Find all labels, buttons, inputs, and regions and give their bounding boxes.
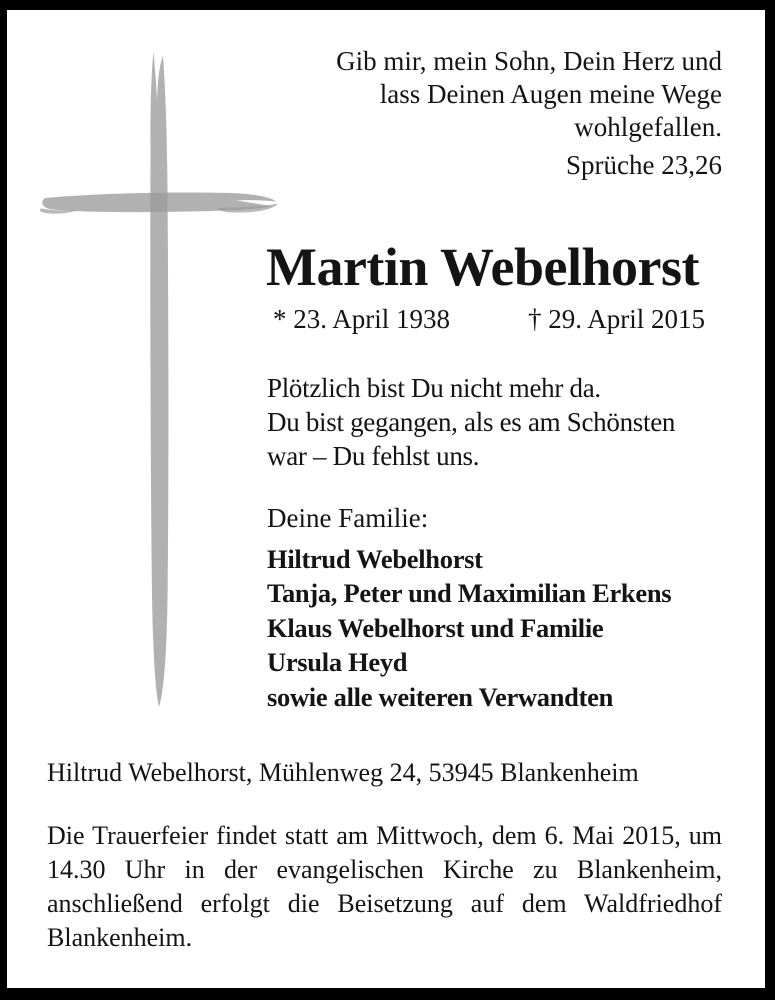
birth-date: * 23. April 1938 bbox=[273, 304, 451, 334]
funeral-announcement-line: Die Trauerfeier findet statt am Mittwoch, dem 6. Mai 2015, um bbox=[47, 821, 722, 850]
family-intro: Deine Familie: bbox=[267, 503, 429, 533]
notice-paper bbox=[7, 10, 765, 988]
deceased-name: Martin Webelhorst bbox=[266, 237, 699, 297]
scripture-source: Sprüche 23,26 bbox=[566, 150, 722, 180]
family-member: Ursula Heyd bbox=[267, 647, 408, 678]
death-date: † 29. April 2015 bbox=[527, 304, 705, 334]
family-member: sowie alle weiteren Verwandten bbox=[267, 681, 614, 712]
scripture-line: lass Deinen Augen meine Wege bbox=[379, 79, 722, 109]
family-list bbox=[267, 542, 671, 714]
eulogy-text bbox=[267, 371, 675, 473]
family-member: Klaus Webelhorst und Familie bbox=[267, 612, 604, 643]
hand-drawn-cross-icon bbox=[27, 40, 302, 730]
eulogy-line: Du bist gegangen, als es am Schönsten bbox=[267, 407, 676, 437]
eulogy-line: war – Du fehlst uns. bbox=[267, 441, 480, 471]
life-dates bbox=[273, 302, 705, 336]
funeral-announcement-line: Blankenheim. bbox=[47, 923, 193, 952]
eulogy-line: Plötzlich bist Du nicht mehr da. bbox=[267, 373, 601, 403]
scripture-line: Gib mir, mein Sohn, Dein Herz und bbox=[336, 46, 722, 76]
funeral-announcement-line: 14.30 Uhr in der evangelischen Kirche zu Blankenheim, bbox=[47, 855, 722, 884]
funeral-announcement bbox=[47, 819, 722, 955]
funeral-announcement-line: anschließend erfolgt die Beisetzung auf dem Waldfriedhof bbox=[47, 889, 722, 918]
family-member: Hiltrud Webelhorst bbox=[267, 544, 483, 574]
scripture-line: wohlgefallen. bbox=[574, 112, 722, 142]
contact-address: Hiltrud Webelhorst, Mühlenweg 24, 53945 Blankenheim bbox=[47, 758, 639, 787]
scripture-quote bbox=[336, 45, 722, 182]
family-member: Tanja, Peter und Maximilian Erkens bbox=[267, 578, 672, 609]
